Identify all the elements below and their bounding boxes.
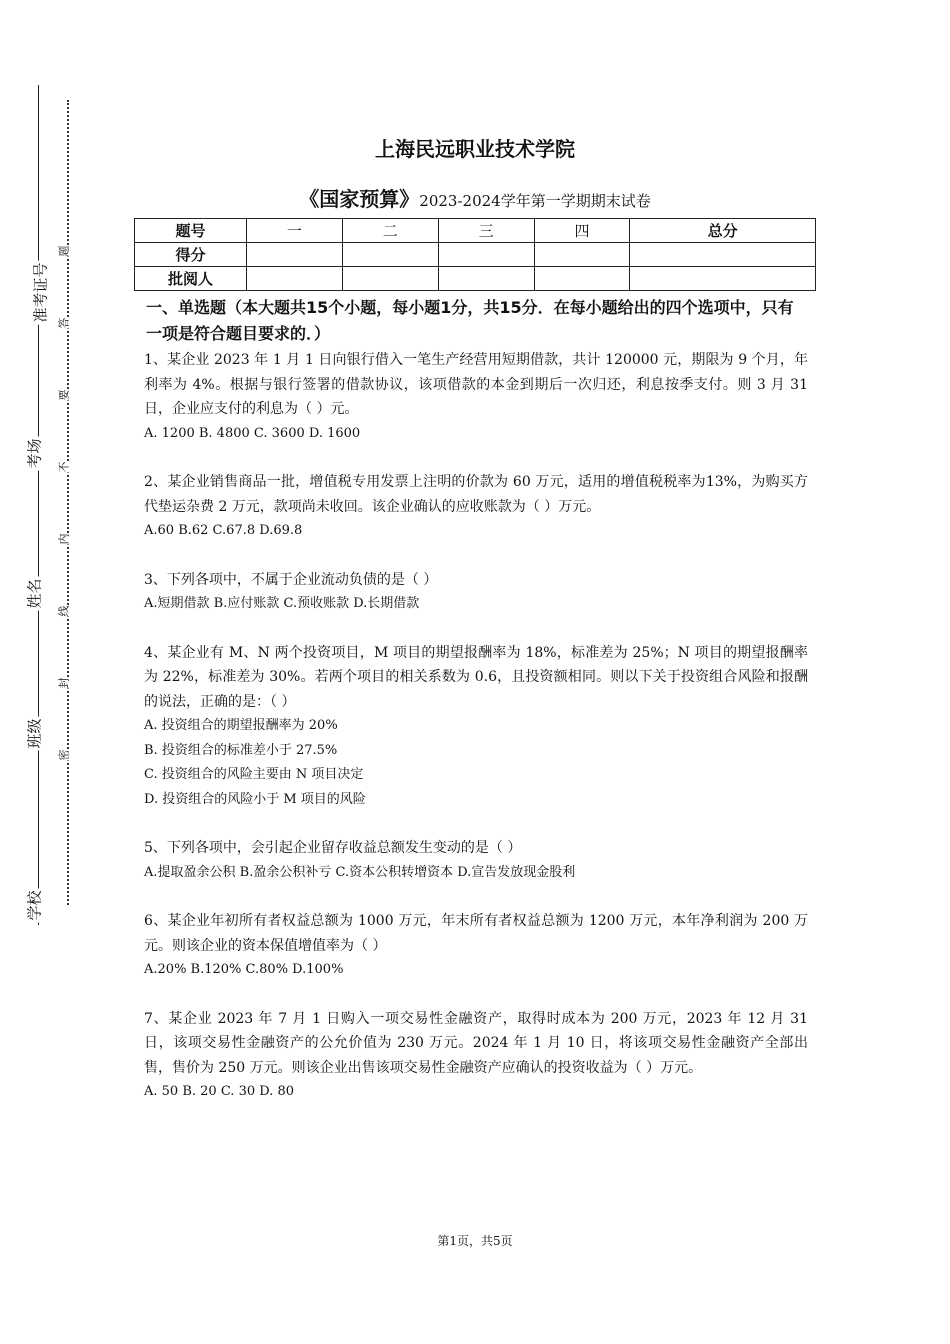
grader-cell[interactable] [534,267,630,291]
score-table [134,218,816,291]
seal-char: 要 [57,389,71,401]
question-options: A. 1200 B. 4800 C. 3600 D. 1600 [144,425,361,441]
score-row-label: 得分 [135,243,247,267]
exam-subtitle [0,183,950,212]
question-stem: 7、某企业 2023 年 7 月 1 日购入一项交易性金融资产，取得时成本为 200 万元，2023 年 12 月 31 日，该项交易性金融资产的公允价值为 230 万元。2024 年 1 月 10 日，将该项交易性金融资产全部出售，售价为 250 万元。则该企业出售该项交易性金融资产应确认的投资收益为（ ）万元。 [144,1010,808,1076]
class-label: 班级 [25,718,44,749]
header-cell: 一 [247,219,343,243]
question-7 [144,1007,808,1105]
grader-row-label: 批阅人 [135,267,247,291]
school-title: 上海民远职业技术学院 [375,137,575,161]
grader-cell[interactable] [630,267,816,291]
seal-char: 题 [57,245,71,257]
score-cell[interactable] [247,243,343,267]
seal-char: 不 [57,461,71,473]
question-options: A.短期借款 B.应付账款 C.预收账款 D.长期借款 [144,596,420,611]
seal-char: 答 [57,317,71,329]
grader-row [135,267,816,291]
question-stem: 4、某企业有 M、N 两个投资项目，M 项目的期望报酬率为 18%，标准差为 25%；N 项目的期望报酬率为 22%，标准差为 30%。若两个项目的相关系数为 0.6，且投资额相同。则以下关于投资组合风险和报酬的说法，正确的是：（ ） [144,644,808,710]
header-cell: 总分 [630,219,816,243]
seal-dotted-line [67,100,69,905]
score-table-header-row [135,219,816,243]
question-stem: 5、下列各项中，会引起企业留存收益总额发生变动的是（ ） [144,840,522,856]
header-cell: 三 [438,219,534,243]
header-cell: 四 [534,219,630,243]
page-footer: 第1页，共5页 [437,1234,513,1248]
header-cell: 二 [342,219,438,243]
name-label: 姓名 [25,578,44,609]
score-cell[interactable] [630,243,816,267]
seal-char: 封 [57,677,71,689]
score-cell[interactable] [534,243,630,267]
question-6 [144,909,808,983]
seal-char: 内 [57,533,71,545]
grader-cell[interactable] [342,267,438,291]
school-label: 学校 [25,890,44,921]
question-3 [144,568,808,617]
question-stem: 6、某企业年初所有者权益总额为 1000 万元，年末所有者权益总额为 1200 万元，本年净利润为 200 万元。则该企业的资本保值增值率为（ ） [144,913,808,954]
question-5 [144,836,808,885]
header-cell: 题号 [135,219,247,243]
term-label: 2023-2024学年第一学期期末试卷 [419,192,651,210]
question-stem: 2、某企业销售商品一批，增值税专用发票上注明的价款为 60 万元，适用的增值税税率为13%，为购买方代垫运杂费 2 万元，款项尚未收回。该企业确认的应收账款为（ ）万元。 [144,474,808,515]
exam-room-label: 考场 [25,438,44,469]
question-stem: 3、下列各项中，不属于企业流动负债的是（ ） [144,571,438,588]
grader-cell[interactable] [438,267,534,291]
exam-content [144,295,808,1129]
option-a: A. 投资组合的期望报酬率为 20% [144,718,338,733]
section-heading: 一、单选题（本大题共15个小题，每小题1分，共15分．在每小题给出的四个选项中，只有一项是符合题目要求的．） [146,298,794,343]
exam-number-label: 准考证号 [31,262,50,323]
option-b: B. 投资组合的标准差小于 27.5% [144,742,338,758]
score-row [135,243,816,267]
score-cell[interactable] [342,243,438,267]
question-options: A.60 B.62 C.67.8 D.69.8 [144,523,303,538]
question-1 [144,348,808,446]
course-name: 《国家预算》 [299,187,420,211]
option-c: C. 投资组合的风险主要由 N 项目决定 [144,767,364,782]
seal-char: 密 [57,749,71,761]
score-cell[interactable] [438,243,534,267]
question-options: A.20% B.120% C.80% D.100% [144,962,344,977]
question-options: A. 50 B. 20 C. 30 D. 80 [144,1084,295,1099]
question-2 [144,470,808,544]
option-d: D. 投资组合的风险小于 M 项目的风险 [144,791,366,807]
grader-cell[interactable] [247,267,343,291]
question-4 [144,641,808,813]
question-options: A.提取盈余公积 B.盈余公积补亏 C.资本公积转增资本 D.宣告发放现金股利 [144,864,576,880]
seal-char: 线 [57,605,71,617]
question-stem: 1、某企业 2023 年 1 月 1 日向银行借入一笔生产经营用短期借款，共计 120000 元，期限为 9 个月，年利率为 4%。根据与银行签署的借款协议，该项借款的本金到期后一次归还，利息按季支付。则 3 月 31 日，企业应支付的利息为（ ）元。 [144,352,808,417]
